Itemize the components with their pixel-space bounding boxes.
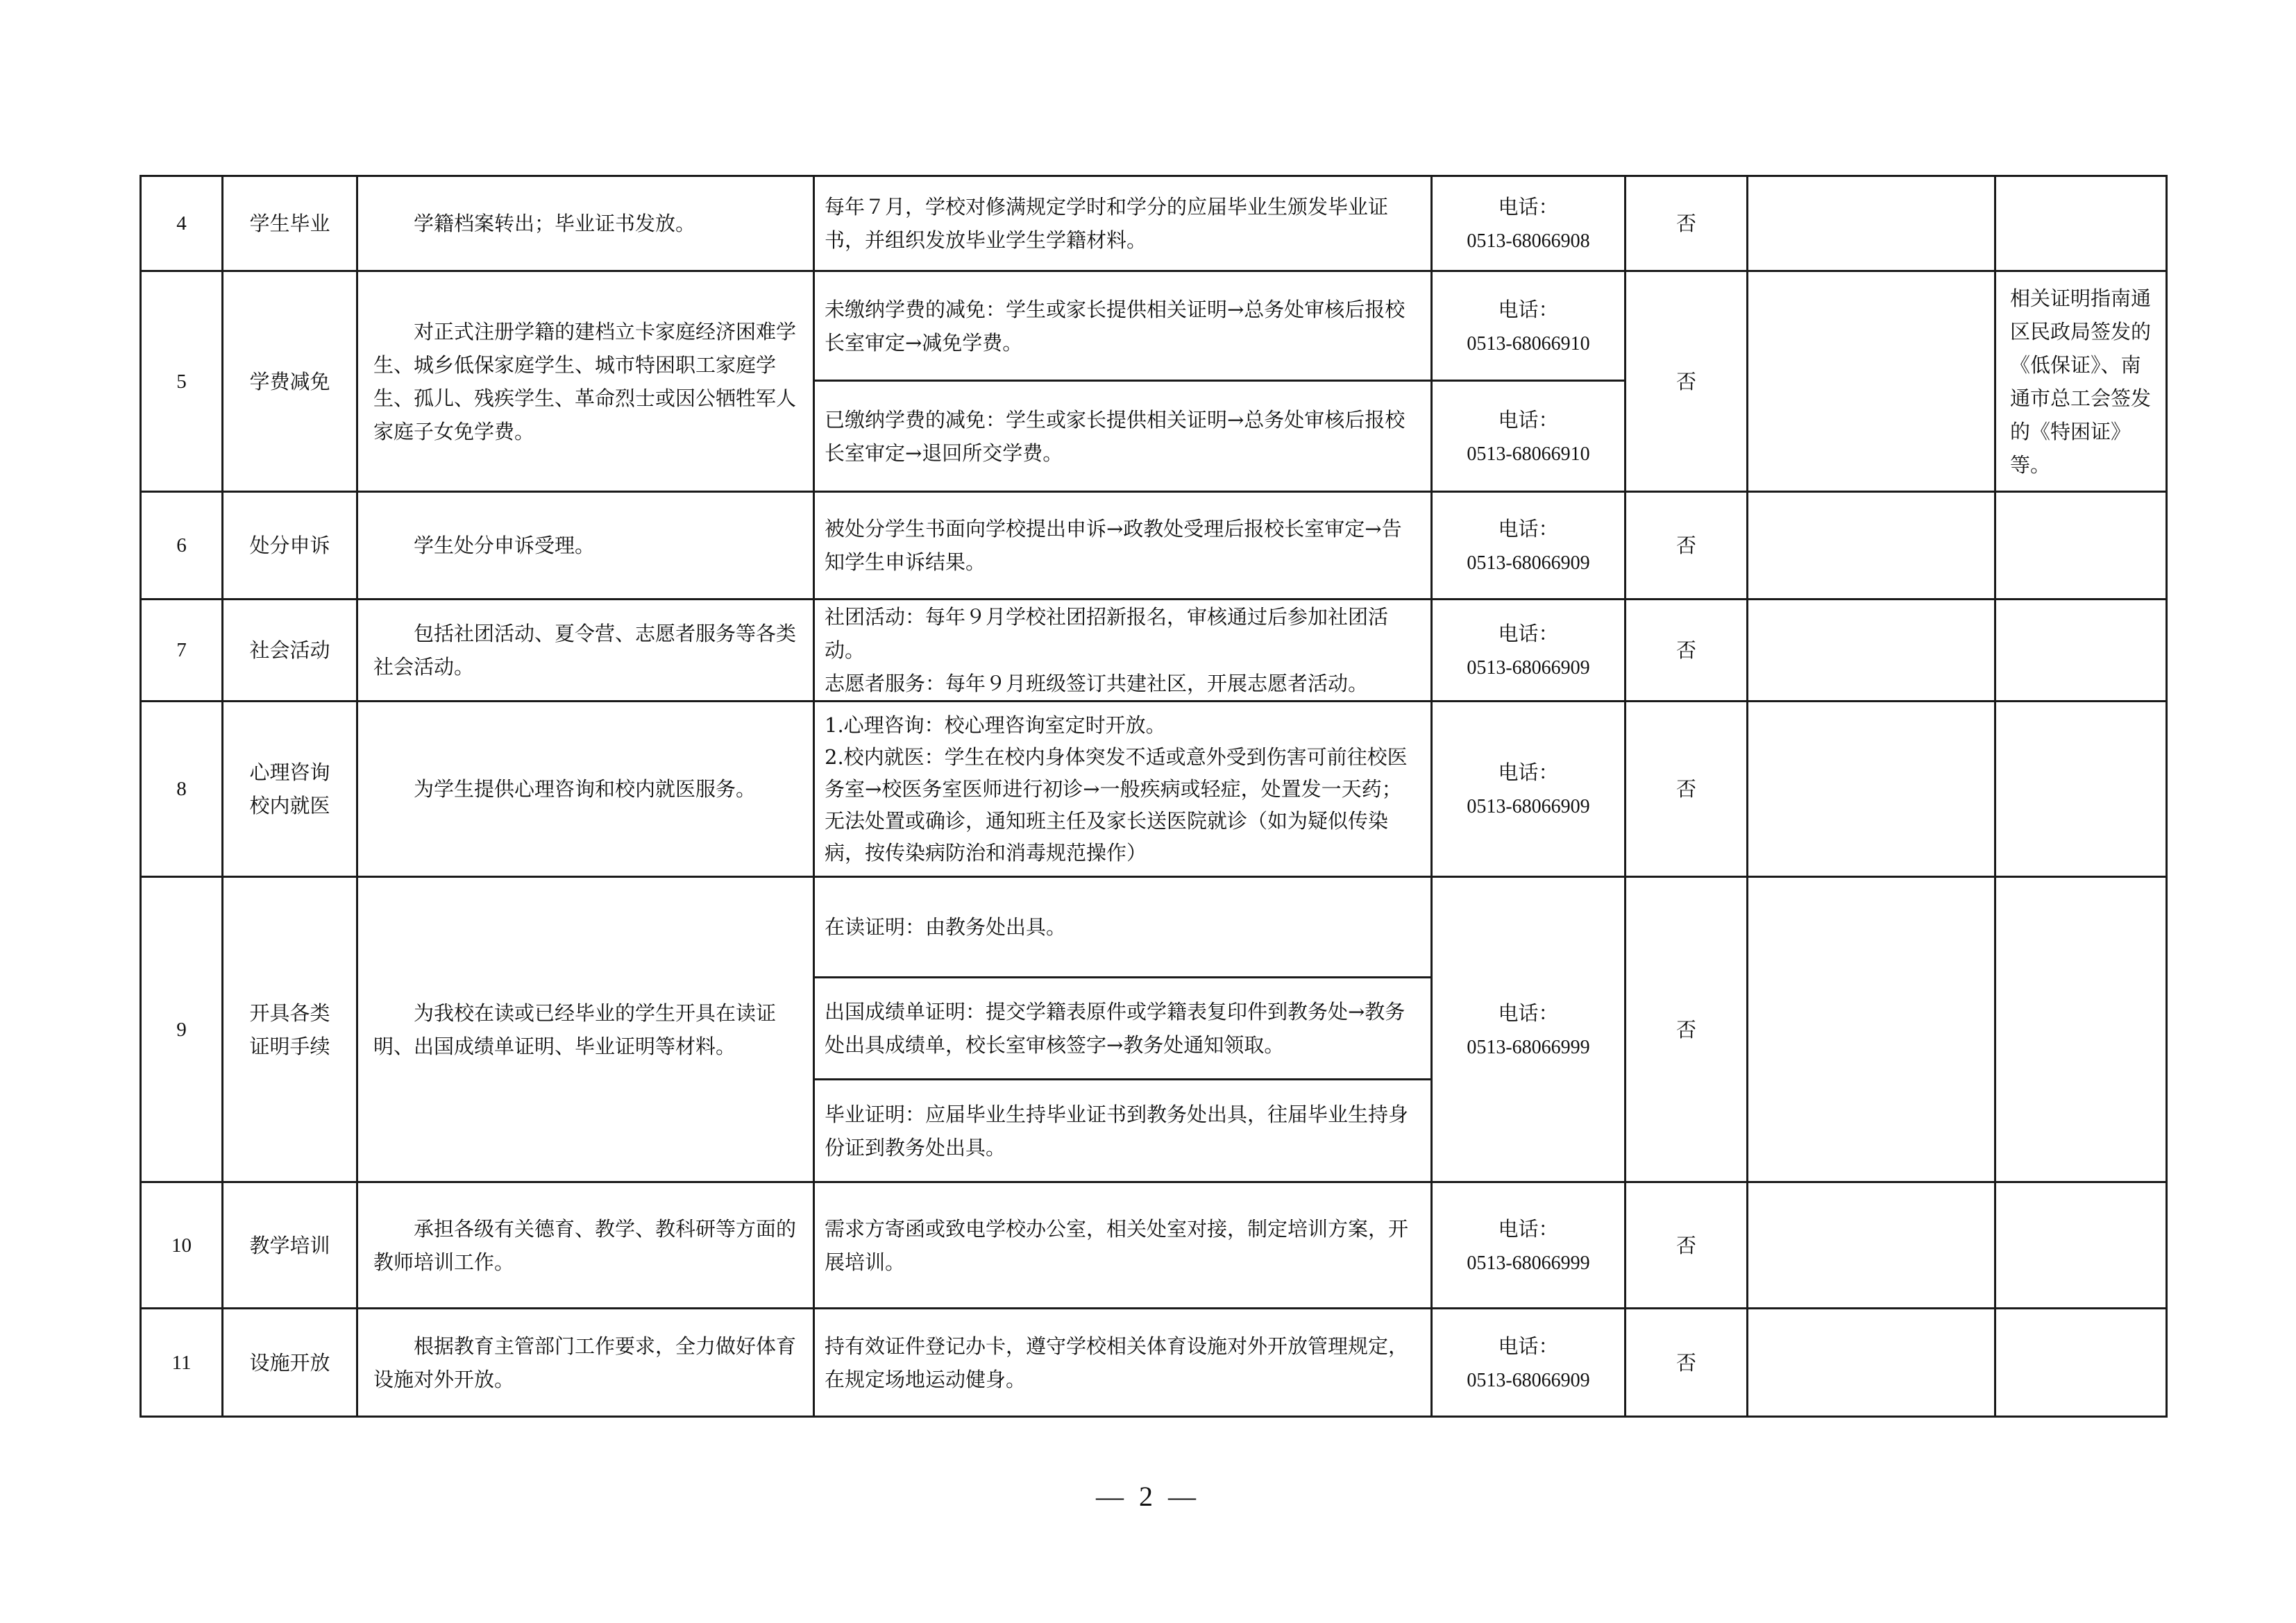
item-name-line: 心理咨询 — [249, 760, 330, 784]
table-row — [141, 492, 2167, 600]
contact-label: 电话： — [1498, 1334, 1559, 1358]
row-number: 9 — [141, 877, 223, 1182]
service-table — [140, 175, 2168, 1418]
row-number: 7 — [141, 600, 223, 702]
table-row — [141, 600, 2167, 702]
empty-cell — [1748, 702, 1995, 877]
item-procedure: 未缴纳学费的减免：学生或家长提供相关证明→总务处审核后报校长室审定→减免学费。 — [814, 271, 1432, 381]
yes-no-value: 否 — [1626, 492, 1748, 600]
item-name: 处分申诉 — [223, 492, 357, 600]
contact-number: 0513-68066909 — [1467, 657, 1590, 679]
contact-label: 电话： — [1498, 517, 1559, 541]
note-cell — [1995, 492, 2167, 600]
item-name: 教学培训 — [223, 1182, 357, 1309]
note-cell — [1995, 702, 2167, 877]
empty-cell — [1748, 1182, 1995, 1309]
contact-number: 0513-68066908 — [1467, 230, 1590, 252]
item-content: 根据教育主管部门工作要求，全力做好体育设施对外开放。 — [373, 1334, 797, 1391]
item-content: 承担各级有关德育、教学、教科研等方面的教师培训工作。 — [373, 1216, 797, 1274]
contact-number: 0513-68066910 — [1467, 443, 1590, 465]
empty-cell — [1748, 600, 1995, 702]
item-name: 学生毕业 — [223, 176, 357, 271]
yes-no-value: 否 — [1626, 600, 1748, 702]
item-procedure: 已缴纳学费的减免：学生或家长提供相关证明→总务处审核后报校长室审定→退回所交学费。 — [814, 381, 1432, 492]
table-row — [141, 702, 2167, 877]
row-number: 4 — [141, 176, 223, 271]
item-name-line: 证明手续 — [249, 1034, 330, 1058]
row-number: 11 — [141, 1309, 223, 1417]
item-procedure: 在读证明：由教务处出具。 — [814, 877, 1432, 978]
empty-cell — [1748, 271, 1995, 492]
contact-label: 电话： — [1498, 1216, 1559, 1241]
procedure-line: 志愿者服务：每年９月班级签订共建社区，开展志愿者活动。 — [825, 672, 1369, 695]
contact-number: 0513-68066999 — [1467, 1252, 1590, 1274]
note-cell — [1995, 1182, 2167, 1309]
item-content: 学籍档案转出；毕业证书发放。 — [414, 212, 696, 235]
table-row — [141, 1182, 2167, 1309]
table-row — [141, 1309, 2167, 1417]
contact-label: 电话： — [1498, 1001, 1559, 1025]
contact-number: 0513-68066909 — [1467, 796, 1590, 817]
item-content: 包括社团活动、夏令营、志愿者服务等各类社会活动。 — [373, 622, 797, 679]
contact-label: 电话： — [1498, 195, 1559, 219]
contact-number: 0513-68066909 — [1467, 1369, 1590, 1391]
table-row — [141, 176, 2167, 271]
empty-cell — [1748, 492, 1995, 600]
note-cell — [1995, 176, 2167, 271]
empty-cell — [1748, 1309, 1995, 1417]
item-content: 为学生提供心理咨询和校内就医服务。 — [414, 777, 757, 801]
procedure-line: 2.校内就医：学生在校内身体突发不适或意外受到伤害可前往校医务室→校医务室医师进行初诊→一般疾病或轻症，处置发一天药；无法处置或确诊，通知班主任及家长送医院就诊（如为疑似传染病，按传染病防治和消毒规范操作） — [825, 745, 1408, 865]
item-procedure: 出国成绩单证明：提交学籍表原件或学籍表复印件到教务处→教务处出具成绩单，校长室审核签字→教务处通知领取。 — [814, 978, 1432, 1080]
item-procedure: 被处分学生书面向学校提出申诉→政教处受理后报校长室审定→告知学生申诉结果。 — [814, 492, 1432, 600]
procedure-line: 社团活动：每年９月学校社团招新报名，审核通过后参加社团活动。 — [825, 605, 1389, 662]
item-procedure: 需求方寄函或致电学校办公室，相关处室对接，制定培训方案，开展培训。 — [814, 1182, 1432, 1309]
row-number: 6 — [141, 492, 223, 600]
table-row — [141, 271, 2167, 381]
item-procedure: 持有效证件登记办卡，遵守学校相关体育设施对外开放管理规定，在规定场地运动健身。 — [814, 1309, 1432, 1417]
procedure-line: 1.心理咨询：校心理咨询室定时开放。 — [825, 713, 1166, 737]
item-name: 设施开放 — [223, 1309, 357, 1417]
contact-number: 0513-68066910 — [1467, 332, 1590, 355]
yes-no-value: 否 — [1626, 1309, 1748, 1417]
note-cell — [1995, 1309, 2167, 1417]
row-number: 5 — [141, 271, 223, 492]
table-row — [141, 877, 2167, 978]
row-number: 8 — [141, 702, 223, 877]
item-procedure: 每年７月，学校对修满规定学时和学分的应届毕业生颁发毕业证书，并组织发放毕业学生学籍材料。 — [814, 176, 1432, 271]
note-text: 相关证明指南通区民政局签发的《低保证》、南通市总工会签发的《特困证》等。 — [1995, 271, 2167, 492]
contact-label: 电话： — [1498, 622, 1559, 645]
note-cell — [1995, 877, 2167, 1182]
contact-label: 电话： — [1498, 297, 1559, 321]
item-procedure: 毕业证明：应届毕业生持毕业证书到教务处出具，往届毕业生持身份证到教务处出具。 — [814, 1080, 1432, 1182]
empty-cell — [1748, 877, 1995, 1182]
note-cell — [1995, 600, 2167, 702]
empty-cell — [1748, 176, 1995, 271]
row-number: 10 — [141, 1182, 223, 1309]
item-name-line: 开具各类 — [249, 1001, 330, 1025]
yes-no-value: 否 — [1626, 1182, 1748, 1309]
yes-no-value: 否 — [1626, 176, 1748, 271]
contact-number: 0513-68066909 — [1467, 552, 1590, 574]
yes-no-value: 否 — [1626, 271, 1748, 492]
contact-label: 电话： — [1498, 760, 1559, 784]
contact-number: 0513-68066999 — [1467, 1036, 1590, 1058]
yes-no-value: 否 — [1626, 877, 1748, 1182]
item-content: 学生处分申诉受理。 — [414, 534, 596, 557]
item-name-line: 校内就医 — [249, 794, 330, 817]
item-content: 对正式注册学籍的建档立卡家庭经济困难学生、城乡低保家庭学生、城市特困职工家庭学生、孤儿、残疾学生、革命烈士或因公牺牲军人家庭子女免学费。 — [373, 319, 797, 443]
contact-label: 电话： — [1498, 407, 1559, 432]
page-number: — 2 — — [1096, 1481, 1200, 1512]
yes-no-value: 否 — [1626, 702, 1748, 877]
item-name: 学费减免 — [223, 271, 357, 492]
item-content: 为我校在读或已经毕业的学生开具在读证明、出国成绩单证明、毕业证明等材料。 — [373, 1001, 777, 1058]
item-name: 社会活动 — [223, 600, 357, 702]
